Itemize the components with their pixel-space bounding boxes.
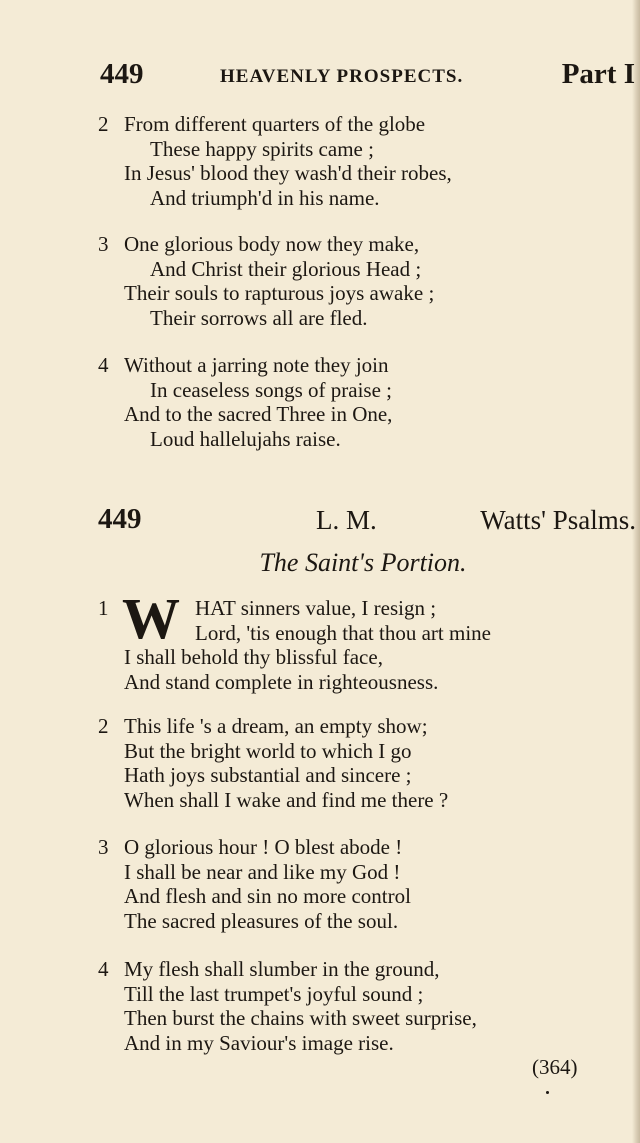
stanza-line: Their souls to rapturous joys awake ; <box>124 281 435 305</box>
stanza-line: And in my Saviour's image rise. <box>124 1030 394 1055</box>
prev-stanza-3 <box>98 232 638 330</box>
stanza-line: The sacred pleasures of the soul. <box>124 908 399 933</box>
stanza-line: But the bright world to which I go <box>124 738 412 763</box>
stanza-line: One glorious body now they make, <box>124 232 420 256</box>
hymn-stanza-4 <box>98 957 638 1055</box>
printer-mark <box>546 1091 549 1094</box>
stanza-line: Lord, 'tis enough that thou art mine <box>195 620 491 645</box>
hymn-meter: L. M. <box>316 505 377 535</box>
stanza-number: 2 <box>98 112 109 136</box>
stanza-number: 4 <box>98 957 109 981</box>
hymn-source: Watts' Psalms. <box>480 505 636 535</box>
stanza-line: From different quarters of the globe <box>124 112 426 136</box>
stanza-line: This life 's a dream, an empty show; <box>124 714 428 738</box>
stanza-line: And stand complete in righteousness. <box>124 669 439 694</box>
footer-page-ref: (364) <box>532 1055 578 1079</box>
stanza-line: Their sorrows all are fled. <box>150 305 368 330</box>
prev-stanza-2 <box>98 112 638 210</box>
stanza-line: These happy spirits came ; <box>150 136 374 161</box>
stanza-number: 1 <box>98 596 109 620</box>
header-page-number: 449 <box>100 58 144 90</box>
hymn-number: 449 <box>98 503 142 535</box>
hymn-stanza-3 <box>98 835 638 933</box>
running-header <box>100 58 635 94</box>
stanza-line: I shall behold thy blissful face, <box>124 645 383 669</box>
stanza-line: Till the last trumpet's joyful sound ; <box>124 981 424 1006</box>
stanza-line: Hath joys substantial and sincere ; <box>124 763 412 787</box>
stanza-line: When shall I wake and find me there ? <box>124 787 449 812</box>
stanza-line: HAT sinners value, I resign ; <box>195 596 437 620</box>
hymn-title: The Saint's Portion. <box>259 548 467 577</box>
stanza-number: 3 <box>98 835 109 859</box>
stanza-line: And triumph'd in his name. <box>150 185 380 210</box>
stanza-number: 4 <box>98 353 109 377</box>
stanza-line: O glorious hour ! O blest abode ! <box>124 835 403 859</box>
header-running-title: HEAVENLY PROSPECTS. <box>220 66 464 87</box>
stanza-line: I shall be near and like my God ! <box>124 859 401 884</box>
stanza-line: And flesh and sin no more control <box>124 884 411 908</box>
stanza-line: In Jesus' blood they wash'd their robes, <box>124 161 452 185</box>
stanza-line: And to the sacred Three in One, <box>124 402 393 426</box>
stanza-number: 3 <box>98 232 109 256</box>
stanza-number: 2 <box>98 714 109 738</box>
stanza-line: And Christ their glorious Head ; <box>150 256 422 281</box>
stanza-line: My flesh shall slumber in the ground, <box>124 957 440 981</box>
prev-stanza-4 <box>98 353 638 451</box>
stanza-line: Then burst the chains with sweet surprise, <box>124 1006 477 1030</box>
stanza-line: Without a jarring note they join <box>124 353 389 377</box>
stanza-line: In ceaseless songs of praise ; <box>150 377 393 402</box>
header-part: Part I <box>561 58 635 90</box>
drop-cap: W <box>122 586 180 651</box>
hymn-heading <box>98 503 636 537</box>
hymn-stanza-2 <box>98 714 638 812</box>
stanza-line: Loud hallelujahs raise. <box>150 426 341 451</box>
